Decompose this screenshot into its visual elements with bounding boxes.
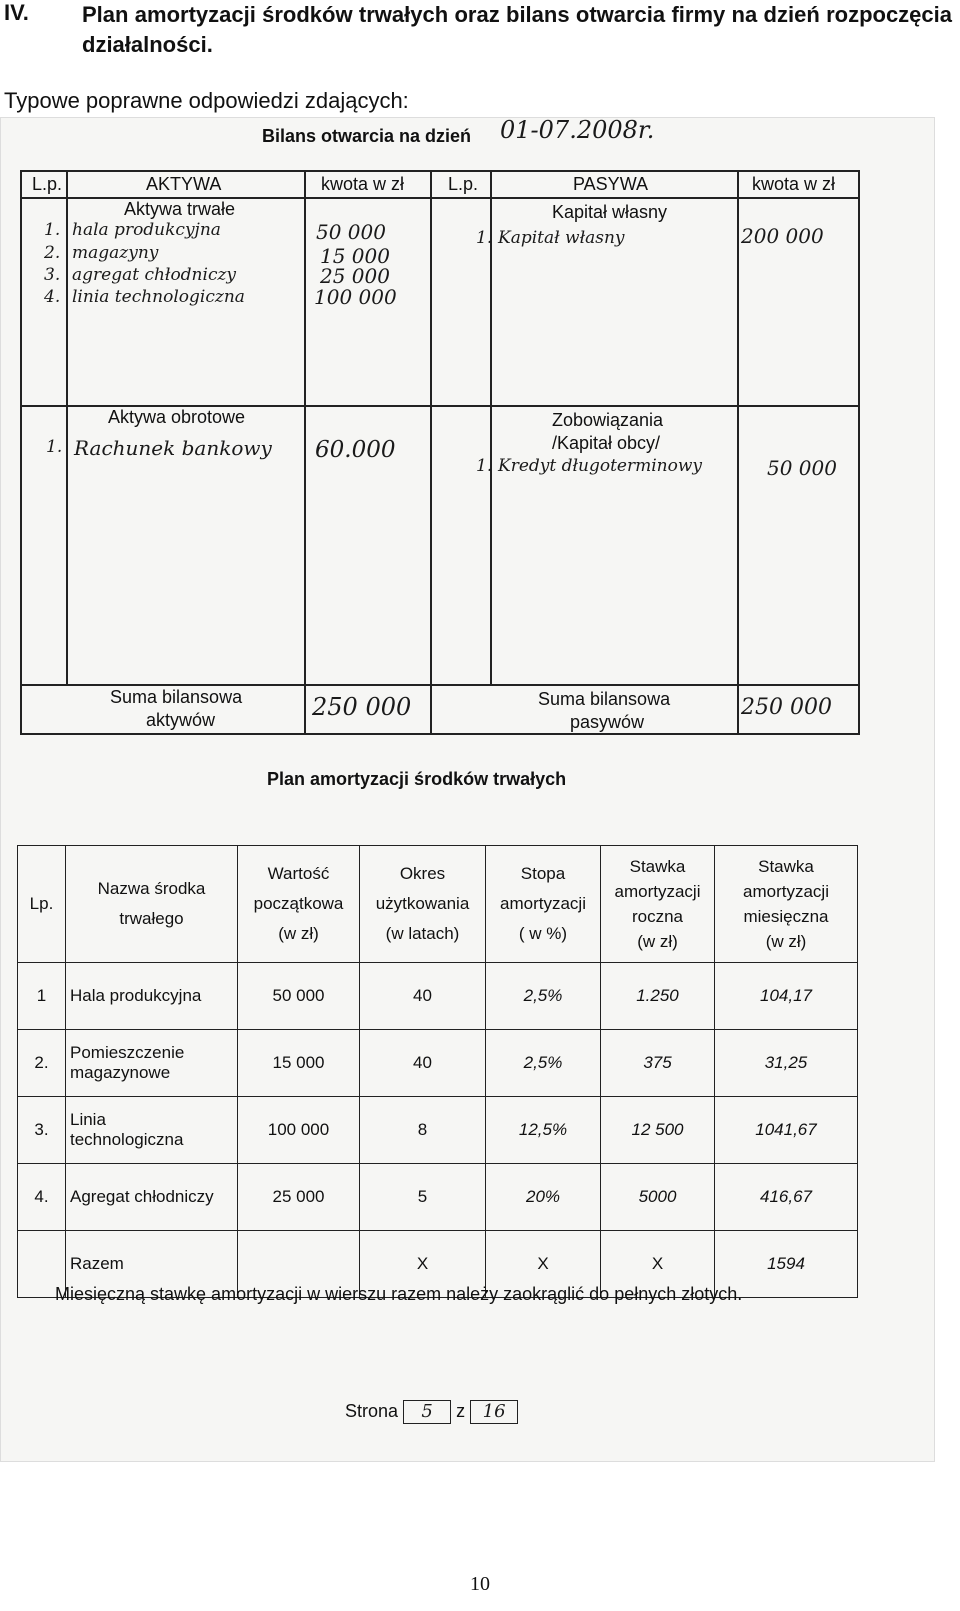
header-value: Wartość początkowa (w zł) xyxy=(238,846,360,963)
cell-monthly: 104,17 xyxy=(715,963,858,1030)
footer-total-box: 16 xyxy=(470,1400,518,1424)
sum-assets-label: Suma bilansowa xyxy=(110,687,243,707)
liability-amount: 50 000 xyxy=(767,456,837,480)
cell-monthly: 1041,67 xyxy=(715,1097,858,1164)
current-asset-lp: 1. xyxy=(46,437,63,457)
fixed-asset-name: hala produkcyjna xyxy=(72,220,221,240)
balance-right-border xyxy=(858,170,860,735)
table-row xyxy=(18,1164,858,1231)
sum-assets-value: 250 000 xyxy=(312,693,412,721)
footer-strona: Strona xyxy=(345,1400,399,1421)
intro-text: Typowe poprawne odpowiedzi zdających: xyxy=(4,88,409,113)
depreciation-table xyxy=(17,845,858,1298)
footer-page-box: 5 xyxy=(403,1400,451,1424)
cell-lp: 1 xyxy=(18,963,66,1030)
fixed-asset-lp: 2. xyxy=(44,243,61,263)
header-lp: Lp. xyxy=(18,846,66,963)
sum-liabilities-value: 250 000 xyxy=(741,695,832,720)
balance-header-lp: L.p. xyxy=(32,174,63,194)
cell-rate: X xyxy=(486,1231,601,1298)
sum-assets-label-2: aktywów xyxy=(146,710,216,730)
cell-period: 8 xyxy=(360,1097,486,1164)
balance-left-border xyxy=(20,170,22,735)
current-asset-amount: 60.000 xyxy=(315,437,396,463)
fixed-asset-lp: 3. xyxy=(44,265,61,285)
balance-bottom-border xyxy=(20,733,860,735)
balance-col-amount xyxy=(304,170,306,735)
sum-liabilities-label: Suma bilansowa xyxy=(538,689,671,709)
header-name: Nazwa środka trwałego xyxy=(66,846,238,963)
cell-name: Linia technologiczna xyxy=(66,1097,238,1164)
cell-value: 15 000 xyxy=(238,1030,360,1097)
cell-monthly: 1594 xyxy=(715,1231,858,1298)
header-period: Okres użytkowania (w latach) xyxy=(360,846,486,963)
label-aktywa-obrotowe: Aktywa obrotowe xyxy=(108,407,246,427)
balance-col-center xyxy=(430,170,432,735)
cell-period: 5 xyxy=(360,1164,486,1231)
table-row xyxy=(18,1030,858,1097)
equity-lp: 1. xyxy=(476,228,493,248)
balance-header-lp2: L.p. xyxy=(448,174,479,194)
cell-period: X xyxy=(360,1231,486,1298)
cell-rate: 20% xyxy=(486,1164,601,1231)
section-title: Plan amortyzacji środków trwałych oraz bilans otwarcia firmy na dzień rozpoczęcia działalności. xyxy=(82,2,952,57)
balance-date: 01-07.2008r. xyxy=(500,116,655,144)
cell-rate: 12,5% xyxy=(486,1097,601,1164)
balance-header-kwota: kwota w zł xyxy=(321,174,405,194)
equity-name: Kapitał własny xyxy=(498,228,625,248)
balance-sum-divider xyxy=(20,684,860,686)
fixed-asset-amount: 50 000 xyxy=(316,220,386,244)
current-asset-name: Rachunek bankowy xyxy=(74,436,272,460)
cell-lp: 2. xyxy=(18,1030,66,1097)
cell-period: 40 xyxy=(360,963,486,1030)
footer-z: z xyxy=(456,1400,466,1421)
equity-amount: 200 000 xyxy=(741,224,824,248)
cell-annual: 375 xyxy=(601,1030,715,1097)
cell-period: 40 xyxy=(360,1030,486,1097)
liability-lp: 1. xyxy=(476,456,493,476)
label-zobowiazania: Zobowiązania xyxy=(552,410,664,430)
cell-rate: 2,5% xyxy=(486,963,601,1030)
cell-lp: 3. xyxy=(18,1097,66,1164)
rounding-note: Miesięczną stawkę amortyzacji w wierszu razem należy zaokrąglić do pełnych złotych. xyxy=(55,1284,743,1304)
header-annual: Stawka amortyzacji roczna (w zł) xyxy=(601,846,715,963)
fixed-asset-name: linia technologiczna xyxy=(72,287,245,307)
balance-header-kwota2: kwota w zł xyxy=(752,174,836,194)
table-header-row xyxy=(18,846,858,963)
balance-title: Bilans otwarcia na dzień xyxy=(262,126,472,146)
fixed-asset-name: agregat chłodniczy xyxy=(72,265,237,285)
cell-name: Agregat chłodniczy xyxy=(66,1164,238,1231)
cell-name: Hala produkcyjna xyxy=(66,963,238,1030)
cell-value: 50 000 xyxy=(238,963,360,1030)
scan-page-footer xyxy=(345,1400,518,1424)
plan-title: Plan amortyzacji środków trwałych xyxy=(267,769,567,789)
balance-top-border xyxy=(20,170,860,172)
liability-name: Kredyt długoterminowy xyxy=(498,456,702,476)
cell-monthly: 31,25 xyxy=(715,1030,858,1097)
table-row xyxy=(18,963,858,1030)
label-aktywa-trwale: Aktywa trwałe xyxy=(124,199,236,219)
fixed-asset-lp: 1. xyxy=(44,220,61,240)
cell-annual: X xyxy=(601,1231,715,1298)
header-rate: Stopa amortyzacji ( w %) xyxy=(486,846,601,963)
cell-annual: 5000 xyxy=(601,1164,715,1231)
fixed-asset-amount: 100 000 xyxy=(314,285,397,309)
cell-name: Pomieszczenie magazynowe xyxy=(66,1030,238,1097)
label-kapital-obcy: /Kapitał obcy/ xyxy=(552,433,661,453)
cell-annual: 1.250 xyxy=(601,963,715,1030)
sum-liabilities-label-2: pasywów xyxy=(570,712,645,732)
cell-lp: 4. xyxy=(18,1164,66,1231)
fixed-asset-lp: 4. xyxy=(44,287,61,307)
table-row xyxy=(18,1097,858,1164)
balance-header-pasywa: PASYWA xyxy=(573,174,649,194)
section-number: IV. xyxy=(4,0,29,25)
balance-header-aktywa: AKTYWA xyxy=(146,174,222,194)
label-kapital-wlasny: Kapitał własny xyxy=(552,202,668,222)
fixed-asset-amount: 15 000 xyxy=(320,244,390,268)
balance-col-amount2 xyxy=(737,170,739,735)
cell-value: 25 000 xyxy=(238,1164,360,1231)
cell-monthly: 416,67 xyxy=(715,1164,858,1231)
balance-col-lp xyxy=(66,170,68,685)
cell-value: 100 000 xyxy=(238,1097,360,1164)
page-number: 10 xyxy=(470,1573,490,1595)
fixed-asset-name: magazyny xyxy=(72,243,159,263)
fixed-asset-amount: 25 000 xyxy=(320,264,390,288)
cell-annual: 12 500 xyxy=(601,1097,715,1164)
cell-total-label: Razem xyxy=(66,1231,238,1298)
cell-rate: 2,5% xyxy=(486,1030,601,1097)
header-monthly: Stawka amortyzacji miesięczna (w zł) xyxy=(715,846,858,963)
